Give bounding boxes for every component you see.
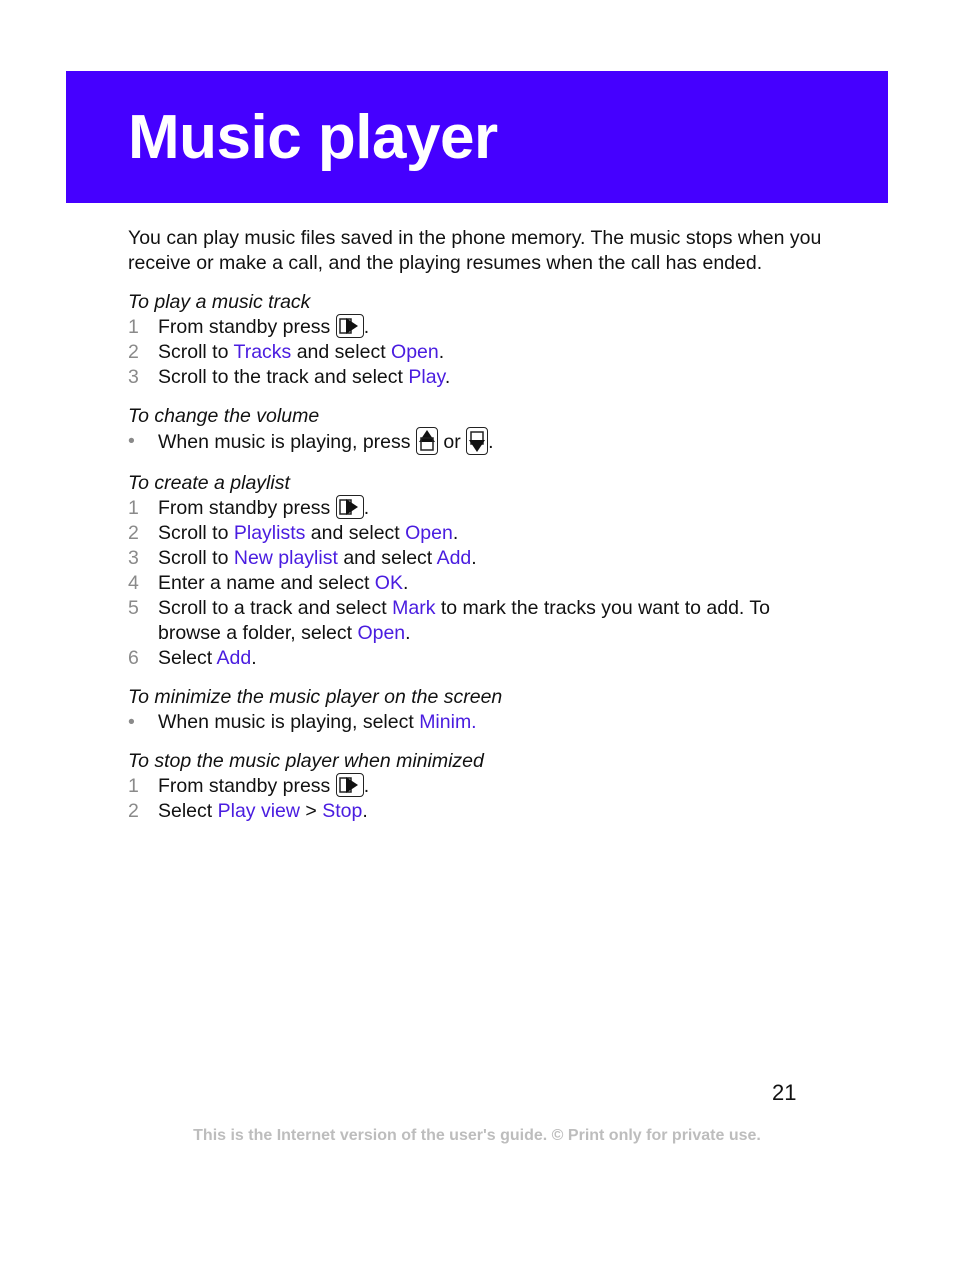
step-item bbox=[128, 646, 828, 671]
menu-option-mark: Mark bbox=[392, 597, 436, 619]
step-number: 1 bbox=[128, 316, 139, 338]
step-text-part: From standby press bbox=[158, 497, 331, 519]
step-number: 4 bbox=[128, 572, 139, 594]
step-number: 3 bbox=[128, 366, 139, 388]
section-play-track bbox=[128, 290, 828, 390]
section-heading: To minimize the music player on the screen bbox=[128, 686, 503, 708]
step-text-part: . bbox=[363, 775, 370, 797]
play-key-icon bbox=[336, 314, 364, 338]
bullet-text bbox=[158, 710, 828, 735]
step-text bbox=[158, 365, 828, 390]
menu-option-open: Open bbox=[357, 622, 406, 644]
intro-paragraph: You can play music files saved in the phone memory. The music stops when you receive or make a call, and the playing resumes when the call has ended. bbox=[128, 227, 822, 274]
step-number: 6 bbox=[128, 647, 139, 669]
menu-option-playlists: Playlists bbox=[233, 522, 306, 544]
step-text-part: . bbox=[444, 366, 451, 388]
step-item bbox=[128, 546, 828, 571]
step-text-part: Scroll to bbox=[158, 341, 234, 363]
step-number: 3 bbox=[128, 547, 139, 569]
step-text-part: and select bbox=[291, 341, 392, 363]
bullet-text bbox=[158, 429, 828, 457]
step-text-part: From standby press bbox=[158, 316, 331, 338]
step-text-part: . bbox=[405, 622, 411, 644]
step-number: 2 bbox=[128, 522, 139, 544]
section-stop-player bbox=[128, 749, 828, 824]
section-heading: To play a music track bbox=[128, 291, 311, 313]
step-text-part: . bbox=[438, 341, 445, 363]
step-text-part: and select bbox=[337, 547, 437, 569]
step-text-part: Scroll to bbox=[158, 522, 234, 544]
bullet-icon: • bbox=[128, 430, 135, 452]
step-text bbox=[158, 799, 828, 824]
menu-option-minim: Minim. bbox=[419, 711, 477, 733]
step-text-part: to mark the tracks you want to add. To browse a folder, select bbox=[158, 597, 771, 644]
step-text-part: Enter a name and select bbox=[158, 572, 375, 594]
bullet-text-part: . bbox=[488, 431, 494, 454]
menu-option-new-playlist: New playlist bbox=[233, 547, 338, 569]
step-text bbox=[158, 546, 828, 571]
bullet-item bbox=[128, 429, 828, 457]
bullet-item bbox=[128, 710, 828, 735]
bullet-text-part: or bbox=[443, 431, 461, 454]
menu-option-open: Open bbox=[391, 341, 439, 363]
footer-notice: This is the Internet version of the user's guide. © Print only for private use. bbox=[193, 1127, 761, 1144]
menu-option-add: Add bbox=[436, 547, 472, 569]
step-text-part: > bbox=[300, 800, 323, 822]
step-text-part: Select bbox=[158, 800, 218, 822]
menu-option-add: Add bbox=[216, 647, 252, 669]
step-text-part: Scroll to a track and select bbox=[158, 597, 393, 619]
step-text bbox=[158, 646, 828, 671]
title-banner bbox=[66, 71, 888, 203]
step-text-part: Scroll to bbox=[158, 547, 234, 569]
step-number: 2 bbox=[128, 341, 139, 363]
step-text-part: and select bbox=[305, 522, 406, 544]
menu-option-play-view: Play view bbox=[217, 800, 300, 822]
bullet-text-part: When music is playing, press bbox=[158, 431, 411, 454]
volume-up-key-icon bbox=[416, 427, 438, 455]
step-text bbox=[158, 571, 828, 596]
step-text-part: Select bbox=[158, 647, 217, 669]
step-item bbox=[128, 521, 828, 546]
step-text bbox=[158, 596, 828, 646]
step-text bbox=[158, 774, 828, 799]
menu-option-tracks: Tracks bbox=[233, 341, 292, 363]
bullet-text-part: When music is playing, select bbox=[158, 711, 420, 733]
page-number: 21 bbox=[772, 1080, 797, 1105]
step-item bbox=[128, 496, 828, 521]
step-text-part: From standby press bbox=[158, 775, 331, 797]
step-number: 5 bbox=[128, 597, 139, 619]
step-text bbox=[158, 496, 828, 521]
step-text bbox=[158, 340, 828, 365]
page-title: Music player bbox=[128, 103, 498, 172]
step-text-part: Scroll to the track and select bbox=[158, 366, 409, 388]
step-item bbox=[128, 774, 828, 799]
step-text-part: . bbox=[363, 316, 370, 338]
menu-option-play: Play bbox=[408, 366, 445, 388]
step-item bbox=[128, 571, 828, 596]
volume-down-key-icon bbox=[466, 427, 488, 455]
step-item bbox=[128, 340, 828, 365]
bullet-icon: • bbox=[128, 711, 135, 733]
step-item bbox=[128, 799, 828, 824]
step-text bbox=[158, 315, 828, 340]
step-text bbox=[158, 521, 828, 546]
step-text-part: . bbox=[363, 497, 370, 519]
step-text-part: . bbox=[362, 800, 368, 822]
step-number: 1 bbox=[128, 775, 139, 797]
section-heading: To stop the music player when minimized bbox=[128, 750, 484, 772]
step-text-part: . bbox=[471, 547, 477, 569]
step-item bbox=[128, 365, 828, 390]
step-text-part: . bbox=[251, 647, 257, 669]
step-item bbox=[128, 315, 828, 340]
step-number: 1 bbox=[128, 497, 139, 519]
menu-option-stop: Stop bbox=[322, 800, 363, 822]
play-key-icon bbox=[336, 773, 364, 797]
main-content bbox=[128, 226, 828, 838]
section-change-volume bbox=[128, 404, 828, 457]
step-number: 2 bbox=[128, 800, 139, 822]
section-heading: To change the volume bbox=[128, 405, 320, 427]
section-minimize-player bbox=[128, 685, 828, 735]
step-text-part: . bbox=[452, 522, 459, 544]
menu-option-open: Open bbox=[405, 522, 453, 544]
menu-option-ok: OK bbox=[374, 572, 403, 594]
step-item bbox=[128, 596, 828, 646]
play-key-icon bbox=[336, 495, 364, 519]
section-create-playlist bbox=[128, 471, 828, 671]
step-text-part: . bbox=[402, 572, 409, 594]
section-heading: To create a playlist bbox=[128, 472, 290, 494]
